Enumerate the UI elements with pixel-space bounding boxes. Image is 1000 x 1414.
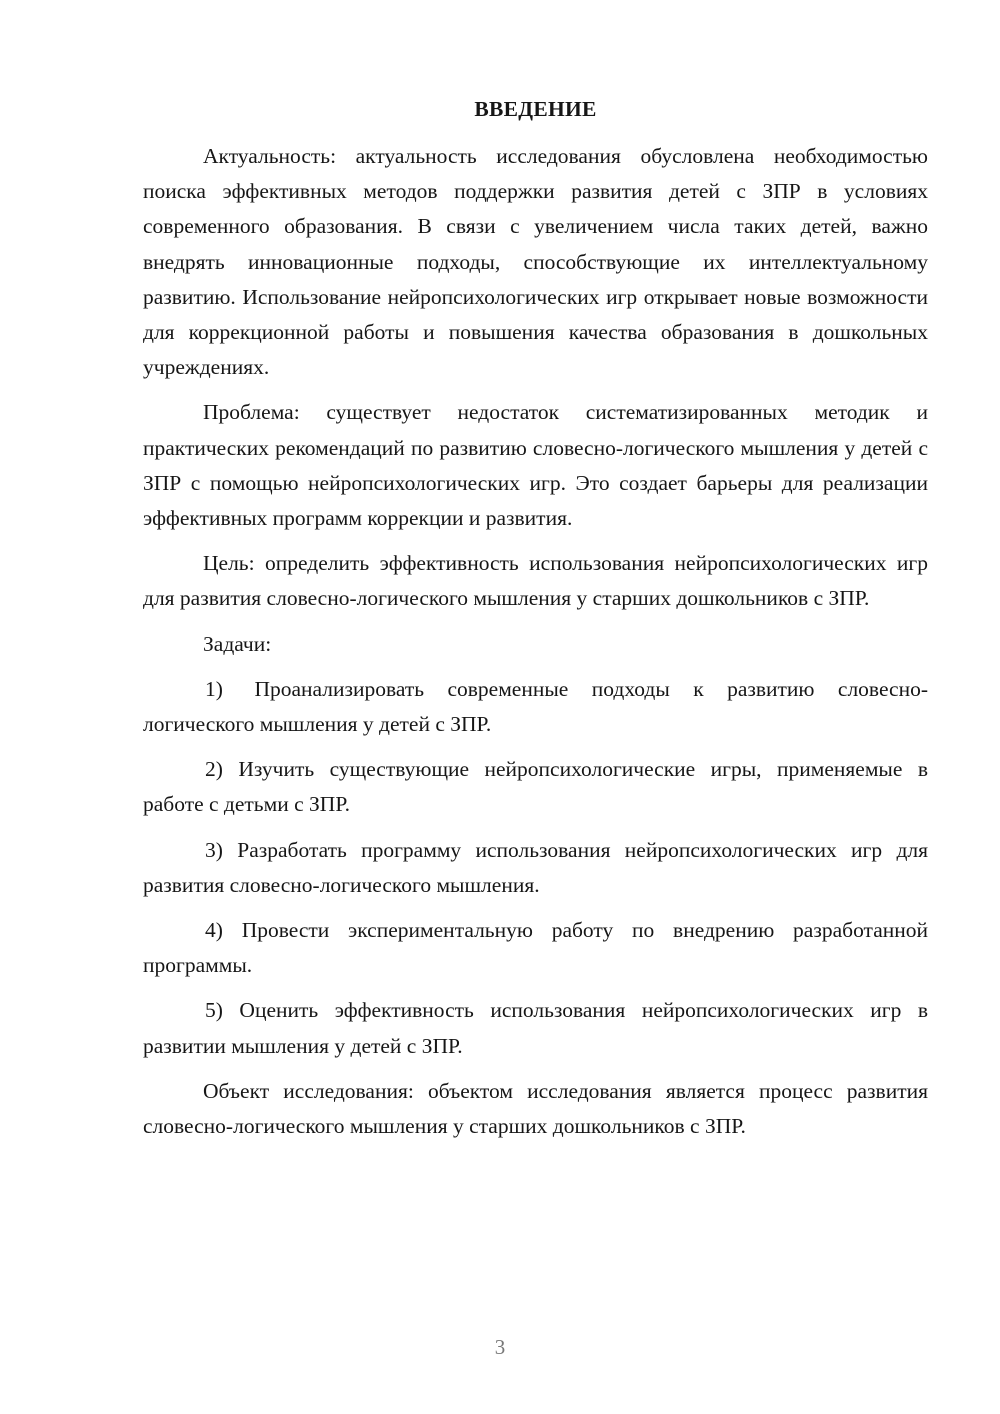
object-paragraph: Объект исследования: объектом исследования является процесс развития словесно-логического мышления у старших дошкольников с ЗПР.: [143, 1078, 928, 1139]
goal-paragraph: Цель: определить эффективность использования нейропсихологических игр для развития словесно-логического мышления у старших дошкольников с ЗПР.: [143, 551, 928, 611]
task-item: [143, 993, 928, 1063]
task-item: [143, 833, 928, 903]
problem-paragraph: Проблема: существует недостаток систематизированных методик и практических рекомендаций по развитию словесно-логического мышления у детей с ЗПР с помощью нейропсихологических игр. Это создает барьеры для реализации эффективных программ коррекции и развития.: [143, 400, 928, 531]
task-number: 4): [205, 918, 223, 943]
task-text: Провести экспериментальную работу по внедрению разработанной программы.: [143, 918, 929, 978]
section-title: ВВЕДЕНИЕ: [474, 97, 597, 121]
page-number: 3: [494, 1335, 506, 1359]
task-text: Оценить эффективность использования нейропсихологических игр в развитии мышления у детей с ЗПР.: [143, 998, 928, 1058]
task-number: 1): [205, 676, 223, 701]
relevance-paragraph: Актуальность: актуальность исследования обусловлена необходимостью поиска эффективных методов поддержки развития детей с ЗПР в условиях современного образования. В связи с увеличением числа таких детей, важно внедрять инновационные подходы, способствующие их интеллектуальному развитию. Использование нейропсихологических игр открывает новые возможности для коррекционной работы и повышения качества образования в дошкольных учреждениях.: [143, 144, 928, 380]
task-number: 5): [205, 998, 223, 1023]
task-item: [143, 672, 928, 742]
task-text: Разработать программу использования нейропсихологических игр для развития словесно-логического мышления.: [143, 837, 929, 897]
task-item: [143, 913, 928, 983]
task-number: 3): [205, 837, 223, 862]
tasks-label: Задачи:: [203, 631, 272, 656]
page-content: [143, 92, 928, 1154]
task-item: [143, 752, 928, 822]
task-number: 2): [205, 757, 223, 782]
task-text: Проанализировать современные подходы к развитию словесно-логического мышления у детей с ЗПР.: [143, 676, 928, 737]
task-text: Изучить существующие нейропсихологические игры, применяемые в работе с детьми с ЗПР.: [143, 757, 928, 817]
